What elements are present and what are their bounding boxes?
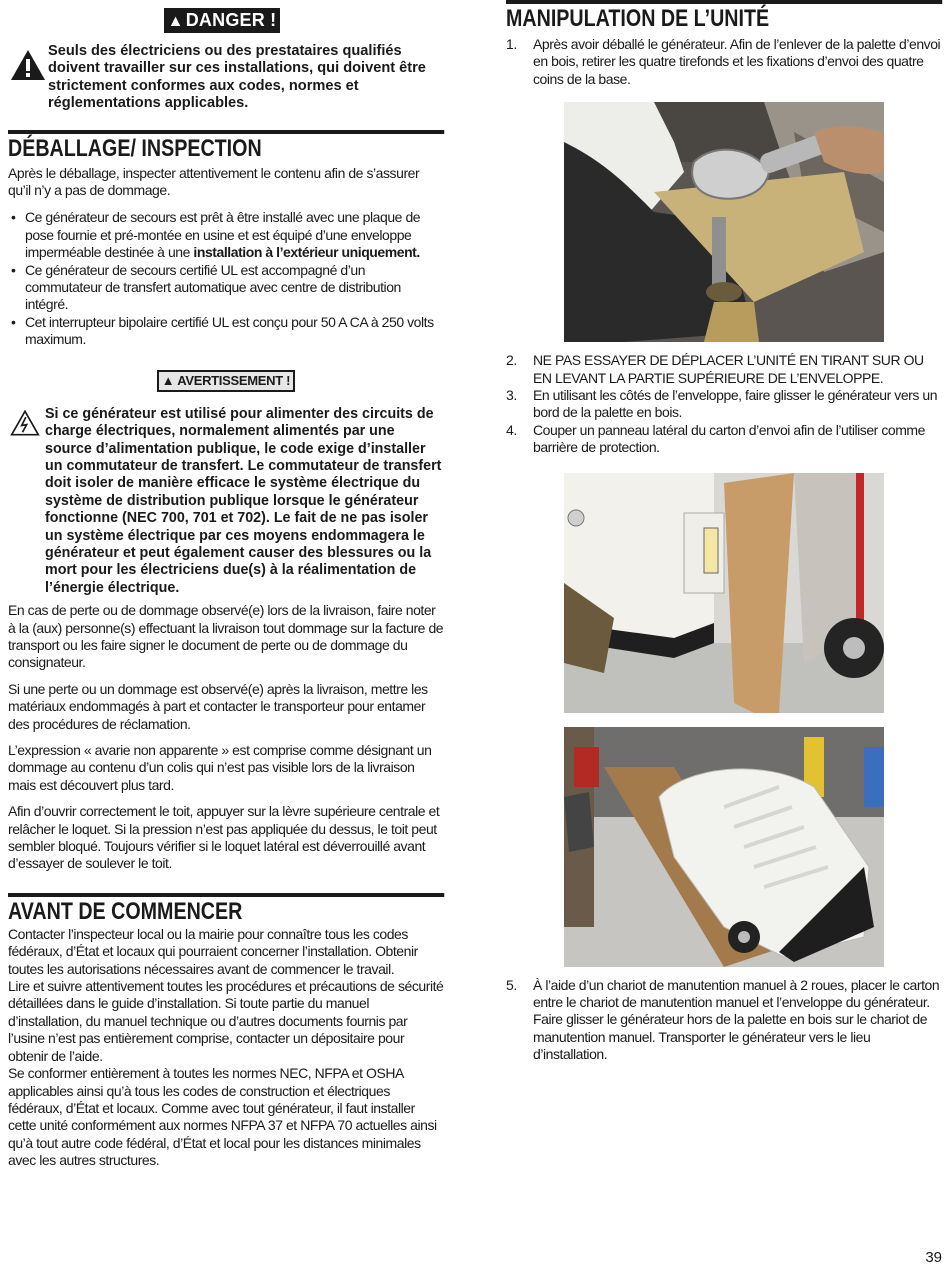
electrical-hazard-icon [10,409,40,437]
step-text: Après avoir déballé le générateur. Afin de l’enlever de la palette d’envoi en bois, retirer les quatre tirefonds et les fixations d’envoi des quatre coins de la base. [533,36,941,87]
right-column [506,0,942,1064]
warning-badge-label: AVERTISSEMENT ! [177,372,291,388]
exclamation-triangle-icon [10,49,46,81]
step-number: 2. [506,352,517,369]
warning-header [8,370,444,392]
step-text: NE PAS ESSAYER DE DÉPLACER L’UNITÉ EN TIRANT SUR OU EN LEVANT LA PARTIE SUPÉRIEURE DE L’ENVELOPPE. [533,352,924,386]
step-number: 1. [506,36,517,52]
danger-badge [164,8,281,33]
before-paragraph-2: Lire et suivre attentivement toutes les procédures et précautions de sécurité détaillées dans le guide d’installation. Si toute partie du manuel d’installation, du manuel technique ou d’autres documents fournis par l’usine n’est pas entièrement comprise, contacter un dépositaire pour obtenir de l’aide. [8,978,444,1064]
list-item: • Ce générateur de secours certifié UL est accompagné d’un commutateur de transfert automatique avec centre de distribution intégré. [8,262,444,314]
handling-title: MANIPULATION DE L’UNITÉ [506,0,942,32]
unpacking-title: DÉBALLAGE/ INSPECTION [8,130,444,162]
bullet-emphasis: installation à l’extérieur uniquement. [193,244,420,261]
handling-steps-c [506,977,942,1064]
danger-header [0,8,444,33]
step-number: 4. [506,421,517,438]
step-number: 5. [506,976,517,993]
warning-badge [157,370,295,392]
list-item [8,209,444,261]
list-item [506,36,942,88]
before-title: AVANT DE COMMENCER [8,893,444,925]
step-text: Couper un panneau latéral du carton d’envoi afin de l’utiliser comme barrière de protection. [533,421,925,456]
list-item: • Cet interrupteur bipolaire certifié UL est conçu pour 50 A CA à 250 volts maximum. [8,314,444,349]
damage-paragraph-4: Afin d’ouvrir correctement le toit, appuyer sur la lèvre supérieure centrale et relâcher le loquet. Si la pression n’est pas appliquée du dessus, le toit peut sembler bloqué. Toujours vérifier si le loquet latéral est déverrouillé avant d’essayer de soulever le toit. [8,803,440,872]
danger-text: Seuls des électriciens ou des prestataires qualifiés doivent travailler sur ces installations, qui doivent être strictement conformes aux codes, normes et réglementations applicables. [48,43,426,112]
step-number: 3. [506,387,517,404]
step-text: En utilisant les côtés de l’enveloppe, faire glisser le générateur vers un bord de la palette en bois. [533,387,938,421]
bullet-text: Ce générateur de secours est prêt à être installé avec une plaque de pose fournie et pré-montée en usine et est équipé d’une enveloppe imperméable destinée à une [25,209,421,261]
photo-ratchet-on-pallet [564,102,884,342]
before-paragraph-3: Se conformer entièrement à toutes les normes NEC, NFPA et OSHA applicables ainsi qu’à tous les codes de construction et électriques fédéraux, d’État et locaux. Comme avec tout générateur, il faut installer cette unité conformément aux normes NFPA 37 et NFPA 70 actuelles ainsi qu’à tout autre code fédéral, d’État et local pour les distances minimales avec les autres structures. [8,1065,437,1169]
list-item [506,977,942,1064]
damage-paragraph-1: En cas de perte ou de dommage observé(e) lors de la livraison, faire noter à la (aux) personne(s) effectuant la livraison tout dommage sur la facture de transport ou les faire signer le document de perte ou de dommage du consignateur. [8,602,444,671]
page-number: 39 [925,1249,942,1266]
danger-notice [8,43,444,113]
danger-badge-label: DANGER ! [185,10,277,30]
unpacking-bullets [8,209,444,348]
damage-paragraph-2: Si une perte ou un dommage est observé(e) après la livraison, mettre les matériaux endommagés à part et contacter le transporteur pour entamer des procédures de réclamation. [8,680,428,732]
list-item [506,387,942,422]
before-paragraph-1: Contacter l’inspecteur local ou la mairie pour connaître tous les codes fédéraux, d’État et locaux qui pourraient concerner l’installation. Obtenir toutes les autorisations nécessaires avant de commencer le travail. [8,925,418,977]
warning-triangle-icon: ▲ [167,13,184,30]
damage-paragraph-3: L’expression « avarie non apparente » est comprise comme désignant un dommage au contenu d’un colis qui n’est pas visible lors de la livraison mais est découvert plus tard. [8,742,432,793]
list-item [506,422,942,457]
warning-text: Si ce générateur est utilisé pour alimenter des circuits de charge électriques, normalement alimentés par une source d’alimentation publique, le code exige d’installer un commutateur de transfert. Le commutateur de transfert doit isoler de manière efficace le système électrique du système de distribution publique lorsque le générateur fonctionne (NEC 700, 701 et 702). Le fait de ne pas isoler un système électrique par ces moyens endommagera le générateur et peut également causer des blessures ou la mort pour les électriciens due(s) à la réalimentation de l’énergie électrique. [45,405,442,596]
warning-triangle-icon: ▲ [161,372,175,388]
list-item [506,352,942,387]
photo-generator-hand-truck [564,727,884,967]
step-text: À l’aide d’un chariot de manutention manuel à 2 roues, placer le carton entre le chariot de manutention manuel et l’enveloppe du générateur. Faire glisser le générateur hors de la palette en bois sur le chariot de manutention manuel. Transporter le générateur vers le lieu d’installation. [533,976,940,1063]
left-column [8,8,444,1170]
warning-notice [8,406,444,597]
handling-steps-a [506,36,942,88]
photo-generator-cardboard [564,473,884,713]
unpacking-intro: Après le déballage, inspecter attentivement le contenu afin de s’assurer qu’il n’y a pas de dommage. [8,164,420,199]
handling-steps-b [506,352,942,456]
